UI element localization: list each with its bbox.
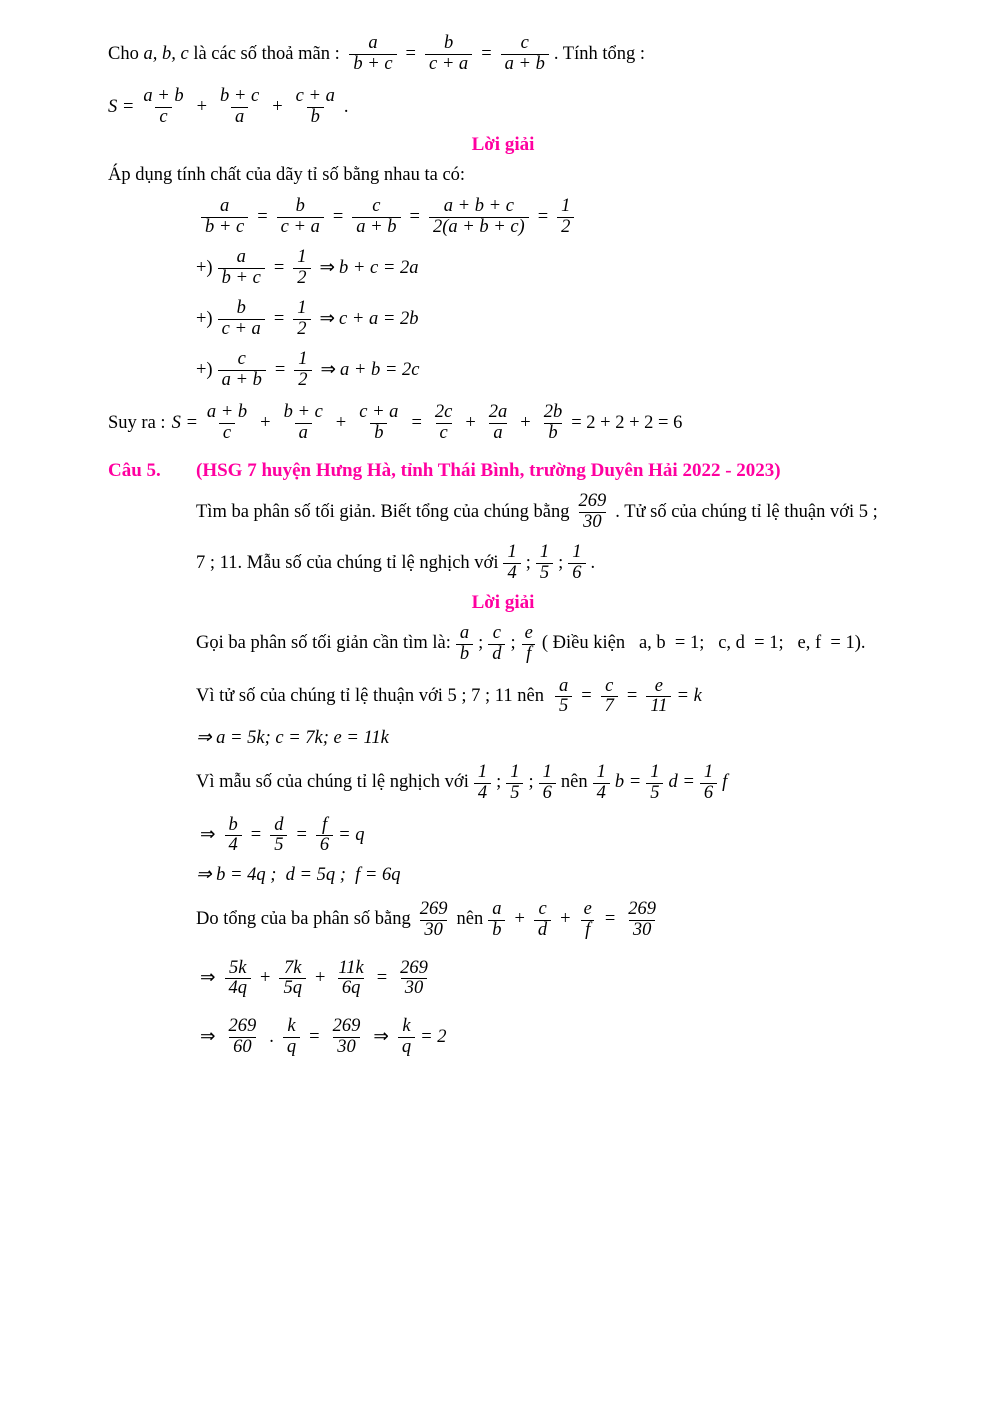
chain-fraction-4: $\frac{a + b + c}{2(a + b + c)}$ [429, 197, 529, 238]
chain-fraction-1: $\frac{a}{b + c}$ [201, 197, 248, 238]
step2-prefix: +) [196, 308, 213, 329]
final-tail: = 2 [420, 1027, 447, 1048]
eqk-fraction-11k-6q: $\frac{11k}{6q}$ [338, 957, 364, 999]
intro-text-b: là các số thoả mãn : [188, 43, 345, 64]
chain-fraction-2: $\frac{b}{c + a}$ [277, 197, 324, 238]
ratio-fraction-b-4: $\frac{b}{4}$ [225, 816, 242, 857]
conclusion-fraction-4: $\frac{2c}{c}$ [434, 401, 453, 443]
problem4-step-2 [196, 299, 898, 340]
fraction-ab-over-c: $\frac{a + b}{c}$ [143, 85, 184, 127]
chain-equals-2: = [332, 206, 344, 227]
chain-equals-1: = [257, 206, 268, 227]
step1-prefix: +) [196, 257, 213, 278]
numerator-fraction-e-11: $\frac{e}{11}$ [646, 677, 671, 718]
fraction-bc-over-a: $\frac{b + c}{a}$ [220, 85, 260, 127]
conclusion-fraction-2: $\frac{b + c}{a}$ [283, 401, 323, 443]
loigiai-heading-2-wrap [108, 592, 898, 614]
s-lead: S = [108, 96, 135, 117]
numerator-fraction-a-5: $\frac{a}{5}$ [555, 677, 572, 718]
problem5-label: Câu 5. [108, 459, 161, 481]
numerator-tail: = k [676, 686, 702, 707]
step3-equals: = [274, 359, 286, 380]
problem4-step-3 [196, 350, 898, 391]
fraction-c-over-ab: $\frac{c}{a + b}$ [501, 34, 549, 75]
intro-tail: . Tính tổng : [553, 43, 645, 64]
goi-fraction-e-f: $\frac{e}{f}$ [521, 624, 537, 665]
problem5-goi-line: Gọi ba phân số tối giản cần tìm là: $\frac{a}{b}$ ; $\frac{c}{d}$ ; $\frac{e}{f}$ ( Điều kiện a, b = 1; c, d = 1; e, f = 1). [196, 622, 866, 664]
goi-fraction-c-d: $\frac{c}{d}$ [488, 624, 505, 665]
denominator-fraction-1-4: $\frac{1}{4}$ [474, 763, 491, 804]
step3-fraction-left: $\frac{c}{a + b}$ [218, 350, 266, 391]
conclusion-lead: Suy ra : [108, 412, 166, 433]
step3-prefix: +) [196, 359, 213, 380]
step2-fraction-right: $\frac{1}{2}$ [293, 299, 310, 340]
step3-fraction-right: $\frac{1}{2}$ [294, 350, 311, 391]
conclusion-fraction-1: $\frac{a + b}{c}$ [206, 401, 248, 443]
ratio-fraction-d-5: $\frac{d}{5}$ [270, 816, 287, 857]
statement-fraction-1-6: $\frac{1}{6}$ [568, 543, 585, 584]
final-fraction-k-q-1: $\frac{k}{q}$ [283, 1017, 300, 1058]
step2-result: c + a = 2b [339, 308, 419, 329]
statement-fraction-1-5: $\frac{1}{5}$ [536, 543, 553, 584]
denominator-eq-fraction-1-6: $\frac{1}{6}$ [700, 763, 717, 804]
chain-equals-4: = [537, 206, 549, 227]
eqk-fraction-7k-5q: $\frac{7k}{5q}$ [279, 959, 306, 1000]
step3-result: a + b = 2c [340, 359, 420, 380]
eqk-result-fraction: $\frac{269}{30}$ [400, 957, 428, 999]
step1-equals: = [273, 257, 285, 278]
s-tail: . [343, 96, 349, 117]
problem5-header [108, 460, 898, 482]
problem4-conclusion: Suy ra : S = $\frac{a + b}{c}$ + $\frac{b + c}{a}$ + $\frac{c + a}{b}$ = $\frac{2c}{c}$ + $\frac{2a}{a}$ + $\frac{2b}{b}$ = 2 + 2 + 2 = 6 [108, 401, 683, 443]
denominator-eq-fraction-1-4: $\frac{1}{4}$ [593, 763, 610, 804]
equals-1: = [405, 43, 416, 64]
equals-2: = [481, 43, 492, 64]
conclusion-s: S = [171, 412, 198, 433]
fraction-b-over-ca: $\frac{b}{c + a}$ [425, 34, 472, 75]
problem5-denominator-line: Vì mẫu số của chúng tỉ lệ nghịch với $\frac{1}{4}$ ; $\frac{1}{5}$ ; $\frac{1}{6}$ nên $\frac{1}{4}$ b = $\frac{1}{5}$ d = $\frac{1}{6}$ f [196, 761, 728, 803]
goi-fraction-a-b: $\frac{a}{b}$ [456, 624, 473, 665]
problem5-denominator-result: ⇒ b = 4q ; d = 5q ; f = 6q [196, 865, 401, 886]
problem5-equation-final: ⇒ $\frac{269}{60}$ . $\frac{k}{q}$ = $\frac{269}{30}$ ⇒ $\frac{k}{q}$ = 2 [200, 1016, 447, 1058]
statement-fraction-1-4: $\frac{1}{4}$ [503, 543, 520, 584]
problem5-source-title: (HSG 7 huyện Hưng Hà, tỉnh Thái Bình, trường Duyên Hải 2022 - 2023) [196, 459, 781, 481]
problem5-equation-k: ⇒ $\frac{5k}{4q}$ + $\frac{7k}{5q}$ + $\frac{11k}{6q}$ = $\frac{269}{30}$ [196, 959, 898, 1000]
step2-fraction-left: $\frac{b}{c + a}$ [218, 299, 265, 340]
plus-1: + [196, 96, 208, 117]
step1-arrow: ⇒ [319, 257, 336, 278]
intro-text-a: Cho [108, 43, 144, 64]
problem4-ratio-chain [196, 197, 898, 238]
loigiai-heading-2: Lời giải [471, 591, 535, 613]
problem4-s-definition [108, 87, 898, 128]
loigiai-heading-1: Lời giải [471, 133, 535, 155]
problem4-intro [108, 34, 898, 75]
chain-equals-3: = [409, 206, 420, 227]
final-fraction-269-30: $\frac{269}{30}$ [332, 1016, 361, 1058]
chain-fraction-5: $\frac{1}{2}$ [557, 197, 574, 238]
fraction-ca-over-b: $\frac{c + a}{b}$ [295, 85, 335, 127]
intro-variables: a, b, c [143, 43, 189, 64]
chain-fraction-3: $\frac{c}{a + b}$ [352, 197, 400, 238]
final-fraction-k-q-2: $\frac{k}{q}$ [398, 1017, 415, 1058]
step1-fraction-left: $\frac{a}{b + c}$ [218, 248, 265, 289]
sum-fraction-c-d: $\frac{c}{d}$ [534, 900, 551, 941]
problem5-numerator-line: Vì tử số của chúng tỉ lệ thuận với 5 ; 7 ; 11 nên $\frac{a}{5}$ = $\frac{c}{7}$ = $\frac{e}{11}$ = k [196, 675, 702, 717]
step1-result: b + c = 2a [339, 257, 419, 278]
problem4-step-1 [196, 248, 898, 289]
conclusion-fraction-3: $\frac{c + a}{b}$ [359, 401, 399, 443]
fraction-a-over-bc: $\frac{a}{b + c}$ [349, 34, 396, 75]
sum-result-fraction: $\frac{269}{30}$ [628, 898, 657, 940]
numerator-fraction-c-7: $\frac{c}{7}$ [601, 677, 618, 718]
problem5-statement-line1: Tìm ba phân số tối giản. Biết tổng của chúng bằng $\frac{269}{30}$ . Tử số của chúng tỉ lệ thuận với 5 ; [196, 490, 878, 532]
sum-fraction-269-30: $\frac{269}{30}$ [419, 898, 448, 940]
plus-2: + [272, 96, 283, 117]
ratio-fraction-f-6: $\frac{f}{6}$ [316, 816, 333, 857]
loigiai-heading-1-wrap [108, 134, 898, 156]
sum-fraction-a-b: $\frac{a}{b}$ [488, 900, 505, 941]
step2-arrow: ⇒ [319, 308, 336, 329]
step2-equals: = [273, 308, 285, 329]
conclusion-fraction-6: $\frac{2b}{b}$ [543, 401, 563, 443]
problem4-apply-text: Áp dụng tính chất của dãy tỉ số bằng nhau ta có: [108, 164, 466, 185]
problem5-numerator-result: ⇒ a = 5k; c = 7k; e = 11k [196, 728, 389, 749]
final-dot: . [269, 1027, 274, 1048]
problem5-sum-line: Do tổng của ba phân số bằng $\frac{269}{30}$ nên $\frac{a}{b}$ + $\frac{c}{d}$ + $\frac{e}{f}$ = $\frac{269}{30}$ [196, 900, 898, 941]
denominator-eq-fraction-1-5: $\frac{1}{5}$ [646, 763, 663, 804]
document-content [108, 34, 898, 1058]
denominator-fraction-1-5: $\frac{1}{5}$ [506, 763, 523, 804]
goi-condition: ( Điều kiện a, b = 1; c, d = 1; e, f = 1). [541, 633, 866, 654]
denominator-fraction-1-6: $\frac{1}{6}$ [539, 763, 556, 804]
eqk-fraction-5k-4q: $\frac{5k}{4q}$ [225, 959, 252, 1000]
statement-sum-fraction: $\frac{269}{30}$ [578, 490, 607, 532]
step1-fraction-right: $\frac{1}{2}$ [293, 248, 310, 289]
final-fraction-269-60: $\frac{269}{60}$ [228, 1016, 257, 1058]
problem5-denominator-ratio: ⇒ $\frac{b}{4}$ = $\frac{d}{5}$ = $\frac{f}{6}$ = q [200, 814, 365, 856]
conclusion-tail: = 2 + 2 + 2 = 6 [571, 412, 683, 433]
conclusion-fraction-5: $\frac{2a}{a}$ [488, 401, 508, 443]
sum-fraction-e-f: $\frac{e}{f}$ [580, 900, 596, 941]
step3-arrow: ⇒ [320, 359, 337, 380]
problem5-statement-line2: 7 ; 11. Mẫu số của chúng tỉ lệ nghịch với $\frac{1}{4}$ ; $\frac{1}{5}$ ; $\frac{1}{6}$ . [196, 541, 596, 583]
